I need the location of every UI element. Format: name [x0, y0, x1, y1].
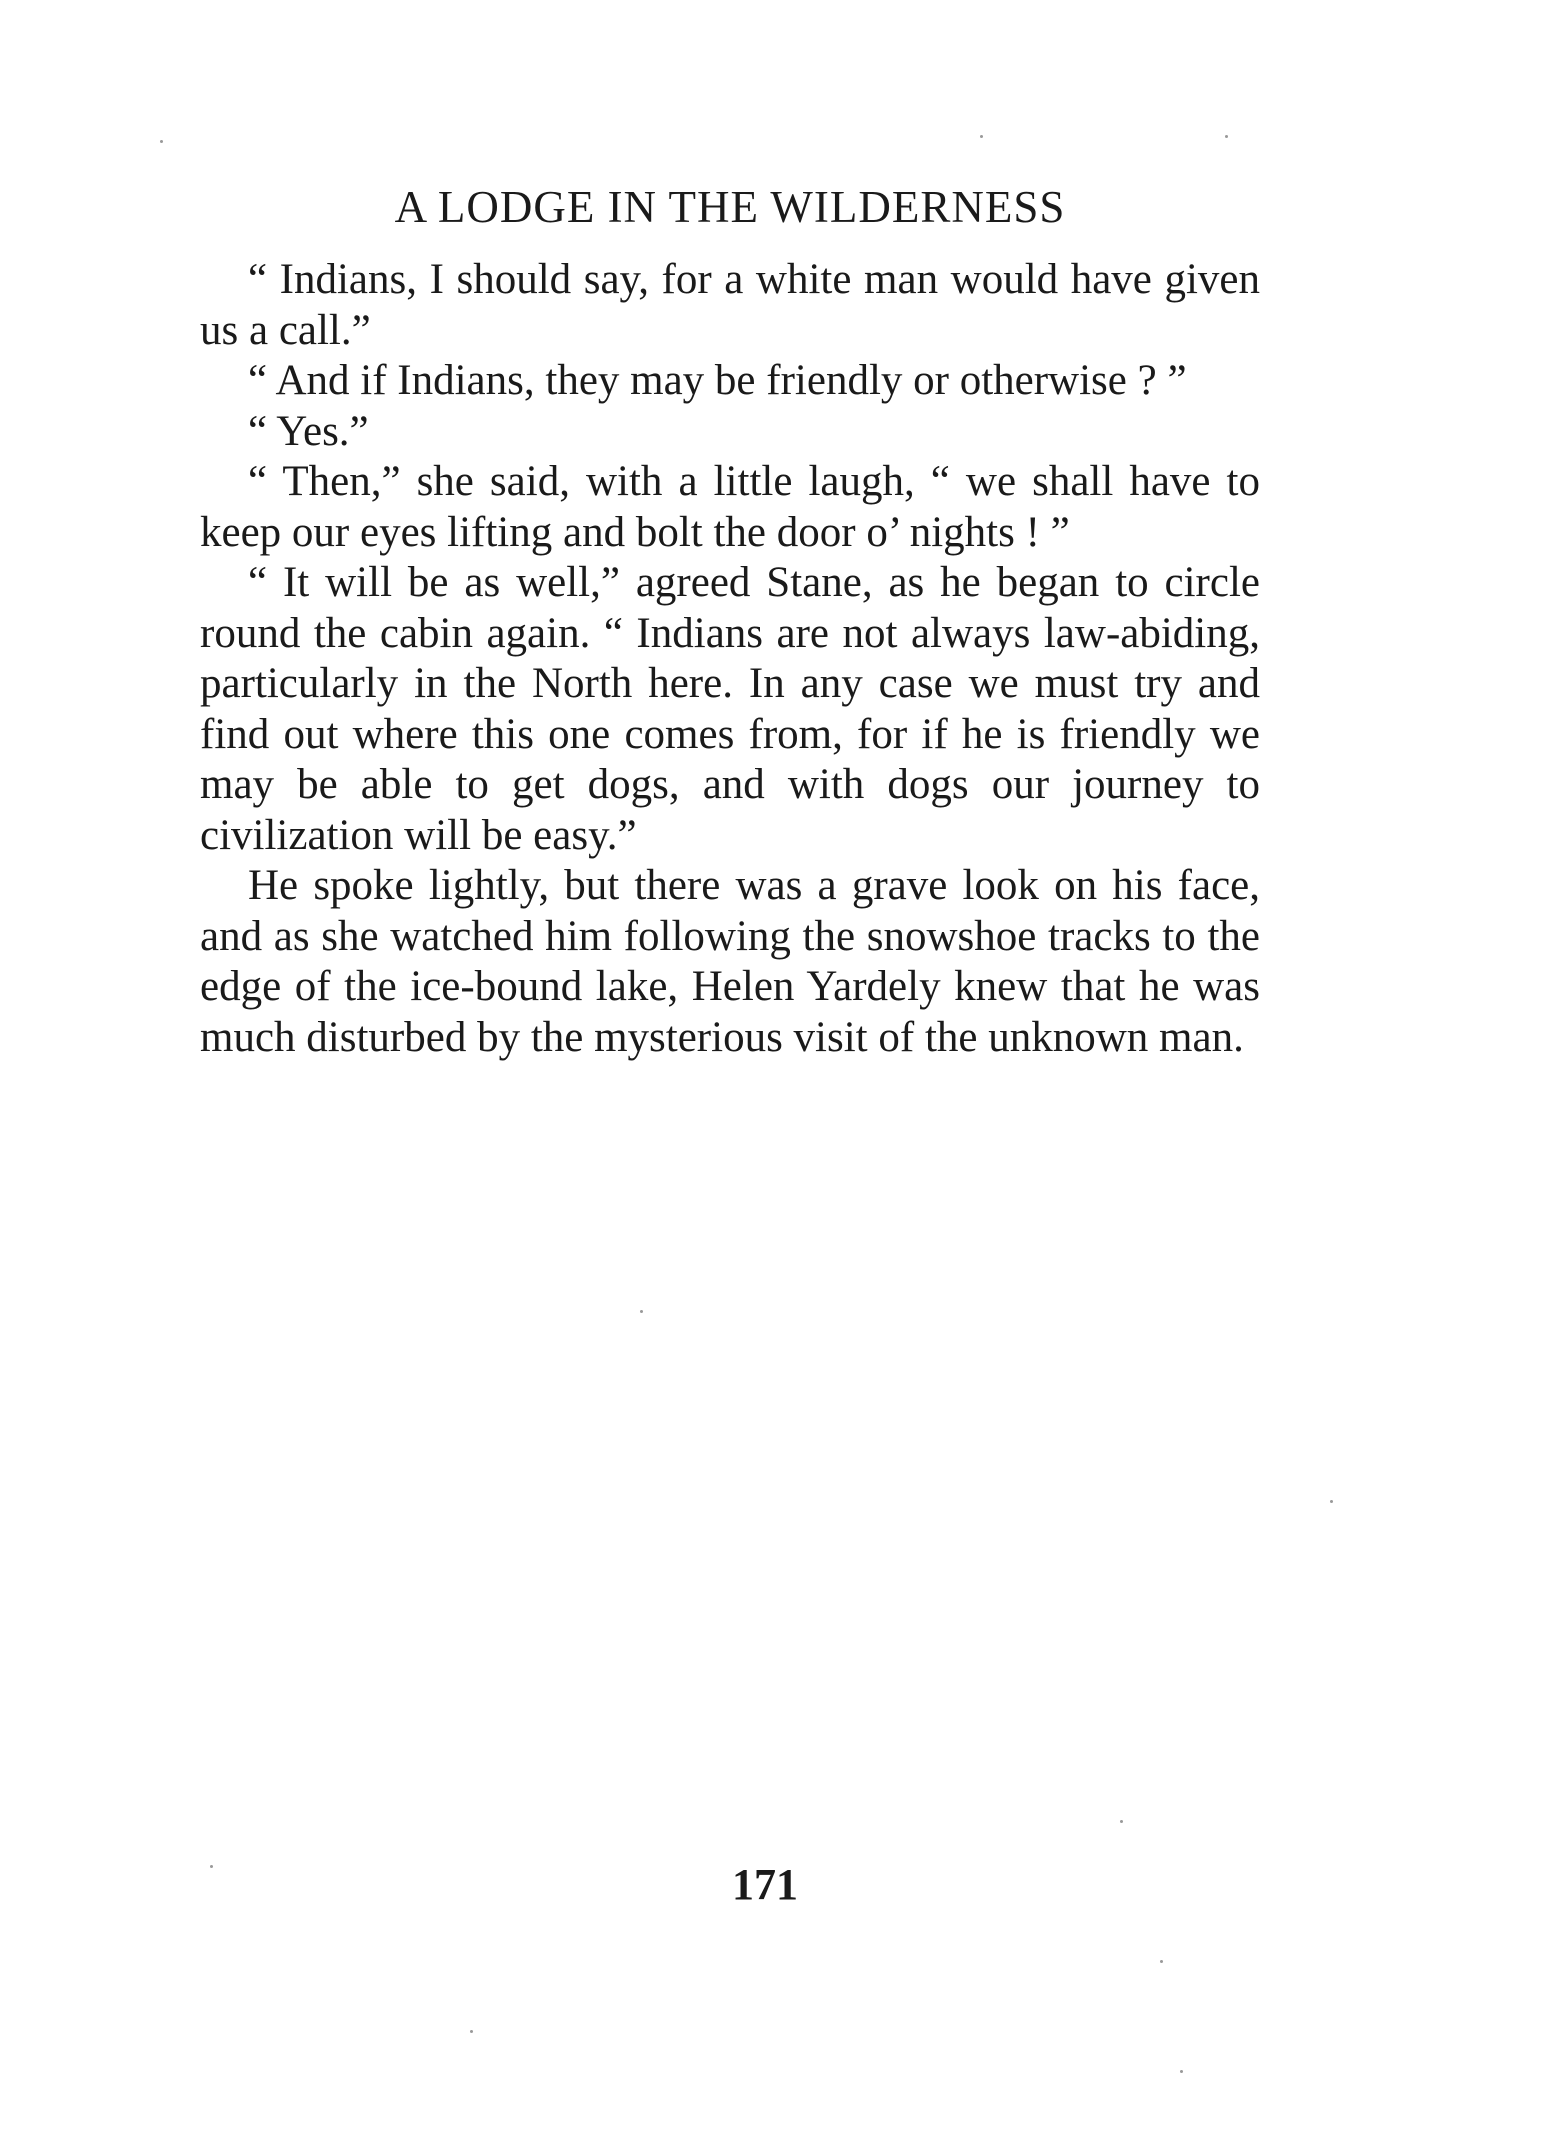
paragraph: “ It will be as well,” agreed Stane, as he began to circle round the cabin again. “ Indians are not always law-abiding, particularly in the North here. In any case we must try and find out where this one comes from, for if he is friendly we may be able to get dogs, and with dogs our journey to civilization will be easy.”	[200, 559, 1260, 859]
paper-speck	[160, 140, 163, 143]
paragraph: “ And if Indians, they may be friendly or otherwise ? ”	[248, 357, 1187, 404]
paper-speck	[470, 2030, 473, 2033]
paper-speck	[1225, 135, 1228, 138]
paper-speck	[980, 135, 983, 138]
paper-speck	[1180, 2070, 1183, 2073]
paper-speck	[1120, 1820, 1123, 1823]
paper-speck	[1160, 1960, 1163, 1963]
paper-speck	[210, 1865, 213, 1868]
paragraph: He spoke lightly, but there was a grave look on his face, and as she watched him following the snowshoe tracks to the edge of the ice-bound lake, Helen Yardely knew that he was much disturbed by the mysterious visit of the unknown man.	[200, 862, 1260, 1061]
paper-speck	[640, 1310, 643, 1313]
page-number: 171	[732, 1860, 798, 1909]
paragraph: “ Indians, I should say, for a white man would have given us a call.”	[200, 256, 1260, 354]
running-head: A LODGE IN THE WILDERNESS	[394, 182, 1066, 232]
paper-speck	[1330, 1500, 1333, 1503]
paragraph: “ Yes.”	[248, 407, 369, 455]
body-text	[200, 255, 1260, 1063]
paragraph: “ Then,” she said, with a little laugh, “ we shall have to keep our eyes lifting and bolt the door o’ nights ! ”	[200, 458, 1260, 556]
